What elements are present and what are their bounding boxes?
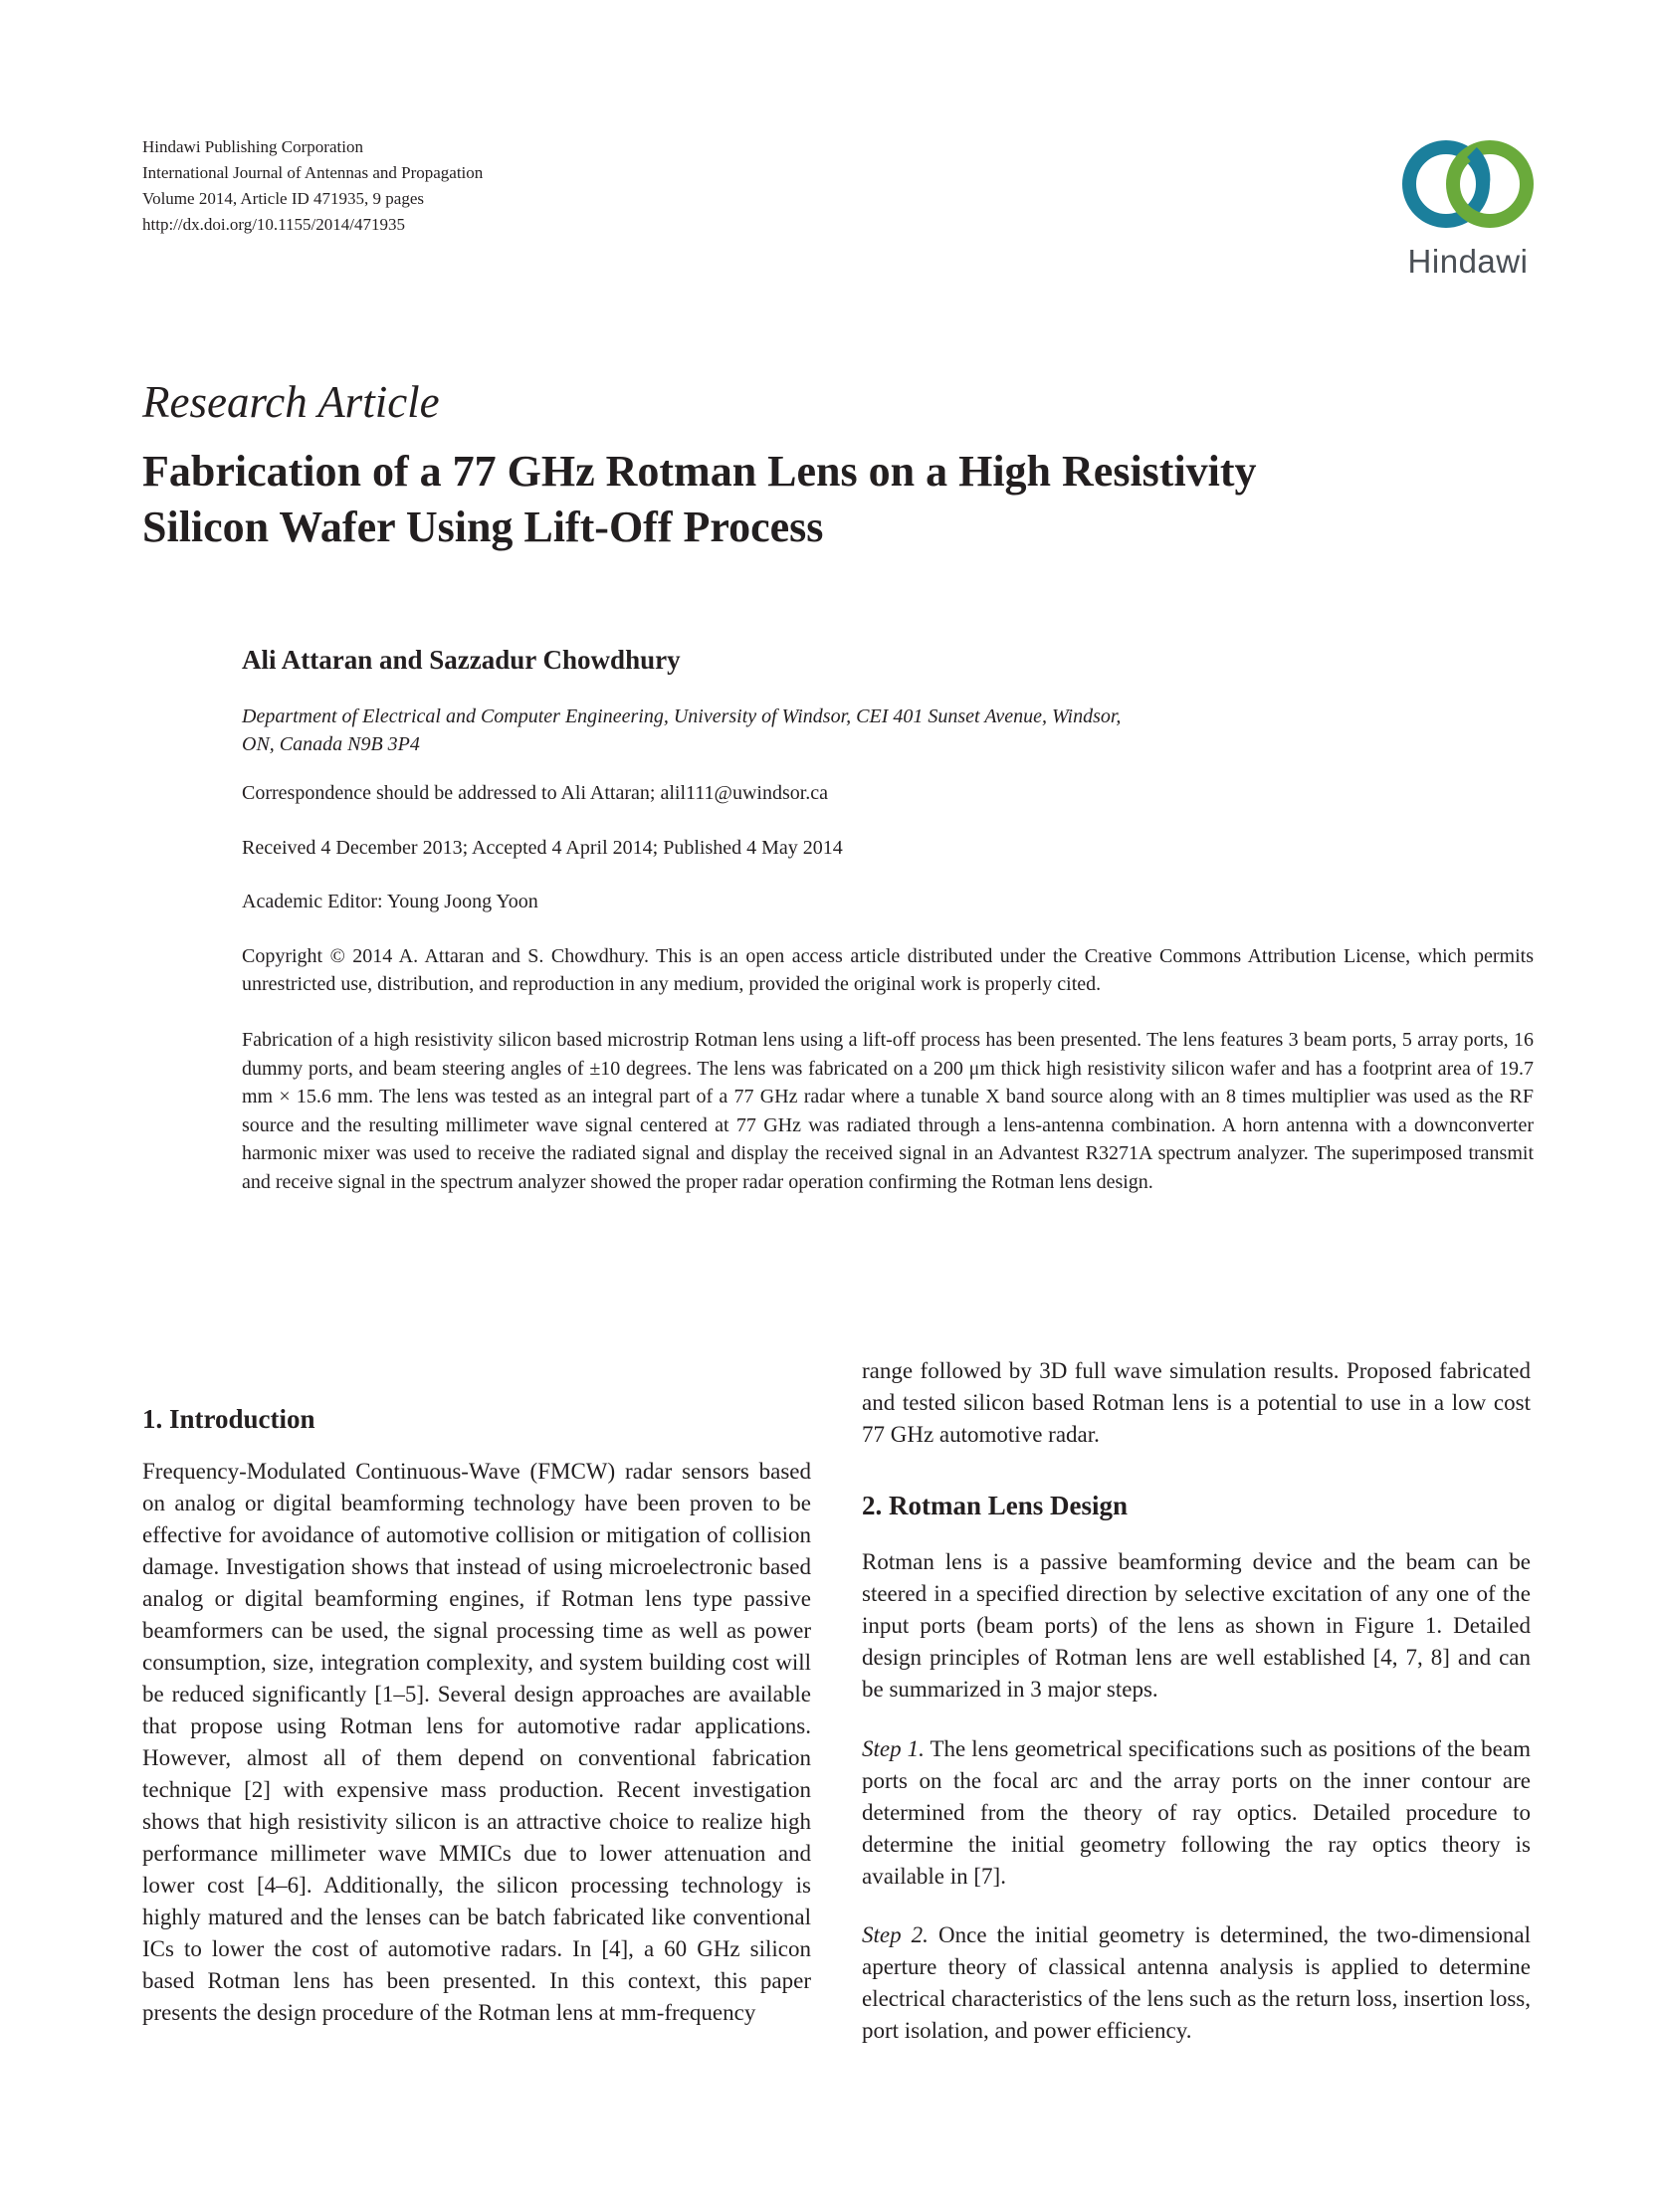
academic-editor: Academic Editor: Young Joong Yoon (242, 891, 538, 912)
received-dates: Received 4 December 2013; Accepted 4 April 2014; Published 4 May 2014 (242, 837, 843, 859)
article-title (142, 444, 1436, 555)
step-1-text: The lens geometrical specifications such as positions of the beam ports on the focal arc and the array ports on the inner contour are determined from the theory of ray optics. Detailed procedure to determine the initial geometry following the ray optics theory is available in [7]. (862, 1736, 1531, 1889)
copyright-notice: Copyright © 2014 A. Attaran and S. Chowdhury. This is an open access article distributed under the Creative Commons Attribution License, which permits unrestricted use, distribution, and reproduction in any medium, provided the original work is properly cited. (242, 945, 1534, 995)
article-type: Research Article (142, 377, 440, 427)
step-2-paragraph (862, 1919, 1531, 2047)
step-2-text: Once the initial geometry is determined, the two-dimensional aperture theory of classical antenna analysis is applied to determine electrical characteristics of the lens such as the return loss, insertion loss, port isolation, and power efficiency. (862, 1922, 1531, 2043)
correspondence: Correspondence should be addressed to Ali Attaran; alil111@uwindsor.ca (242, 782, 829, 804)
title-line-2: Silicon Wafer Using Lift-Off Process (142, 503, 824, 551)
hindawi-rings-icon (1388, 131, 1548, 241)
affiliation-line-2: ON, Canada N9B 3P4 (242, 733, 420, 755)
abstract: Fabrication of a high resistivity silicon based microstrip Rotman lens using a lift-off process has been presented. The lens features 3 beam ports, 5 array ports, 16 dummy ports, and beam steering angles of ±10 degrees. The lens was fabricated on a 200 μm thick high resistivity silicon wafer and has a footprint area of 19.7 mm × 15.6 mm. The lens was tested as an integral part of a 77 GHz radar where a tunable X band source along with an 8 times multiplier was used as the RF source and the resulting millimeter wave signal centered at 77 GHz was radiated through a lens-antenna combination. A horn antenna with a downconverter harmonic mixer was used to receive the radiated signal and display the received signal in an Advantest R3271A spectrum analyzer. The superimposed transmit and receive signal in the spectrum analyzer showed the proper radar operation confirming the Rotman lens design. (242, 1029, 1534, 1193)
step-1-paragraph (862, 1733, 1531, 1893)
journal-name: International Journal of Antennas and Propagation (142, 163, 484, 182)
logo-wordmark: Hindawi (1407, 243, 1529, 280)
title-line-1: Fabrication of a 77 GHz Rotman Lens on a High Resistivity (142, 447, 1257, 496)
hindawi-logo (1388, 131, 1548, 281)
design-heading: 2. Rotman Lens Design (862, 1491, 1129, 1520)
affiliation (242, 703, 1366, 758)
intro-paragraph: Frequency-Modulated Continuous-Wave (FMCW) radar sensors based on analog or digital beamforming technology have been proven to be effective for avoidance of automotive collision or mitigation of collision damage. Investigation shows that instead of using microelectronic based analog or digital beamforming engines, if Rotman lens type passive beamformers can be used, the signal processing time as well as power consumption, size, integration complexity, and system building cost will be reduced significantly [1–5]. Several design approaches are available that propose using Rotman lens for automotive radar applications. However, almost all of them depend on conventional fabrication technique [2] with expensive mass production. Recent investigation shows that high resistivity silicon is an attractive choice to realize high performance millimeter wave MMICs due to lower attenuation and lower cost [4–6]. Additionally, the silicon processing technology is highly matured and the lenses can be batch fabricated like conventional ICs to lower the cost of automotive radars. In [4], a 60 GHz silicon based Rotman lens has been presented. In this context, this paper presents the design procedure of the Rotman lens at mm-frequency (142, 1459, 811, 2025)
step-2-label: Step 2. (862, 1922, 929, 1947)
left-column (142, 1403, 811, 2029)
authors: Ali Attaran and Sazzadur Chowdhury (242, 645, 681, 675)
intro-continued: range followed by 3D full wave simulation results. Proposed fabricated and tested silicon based Rotman lens is a potential to use in a low cost 77 GHz automotive radar. (862, 1358, 1531, 1447)
publication-info (142, 134, 483, 238)
affiliation-line-1: Department of Electrical and Computer Engineering, University of Windsor, CEI 401 Sunset Avenue, Windsor, (242, 705, 1122, 727)
volume-info: Volume 2014, Article ID 471935, 9 pages (142, 189, 424, 208)
design-paragraph: Rotman lens is a passive beamforming device and the beam can be steered in a specified direction by selective excitation of any one of the input ports (beam ports) of the lens as shown in Figure 1. Detailed design principles of Rotman lens are well established [4, 7, 8] and can be summarized in 3 major steps. (862, 1549, 1531, 1702)
doi-link[interactable]: http://dx.doi.org/10.1155/2014/471935 (142, 215, 405, 234)
intro-heading: 1. Introduction (142, 1404, 315, 1434)
publisher-name: Hindawi Publishing Corporation (142, 137, 363, 156)
step-1-label: Step 1. (862, 1736, 925, 1761)
